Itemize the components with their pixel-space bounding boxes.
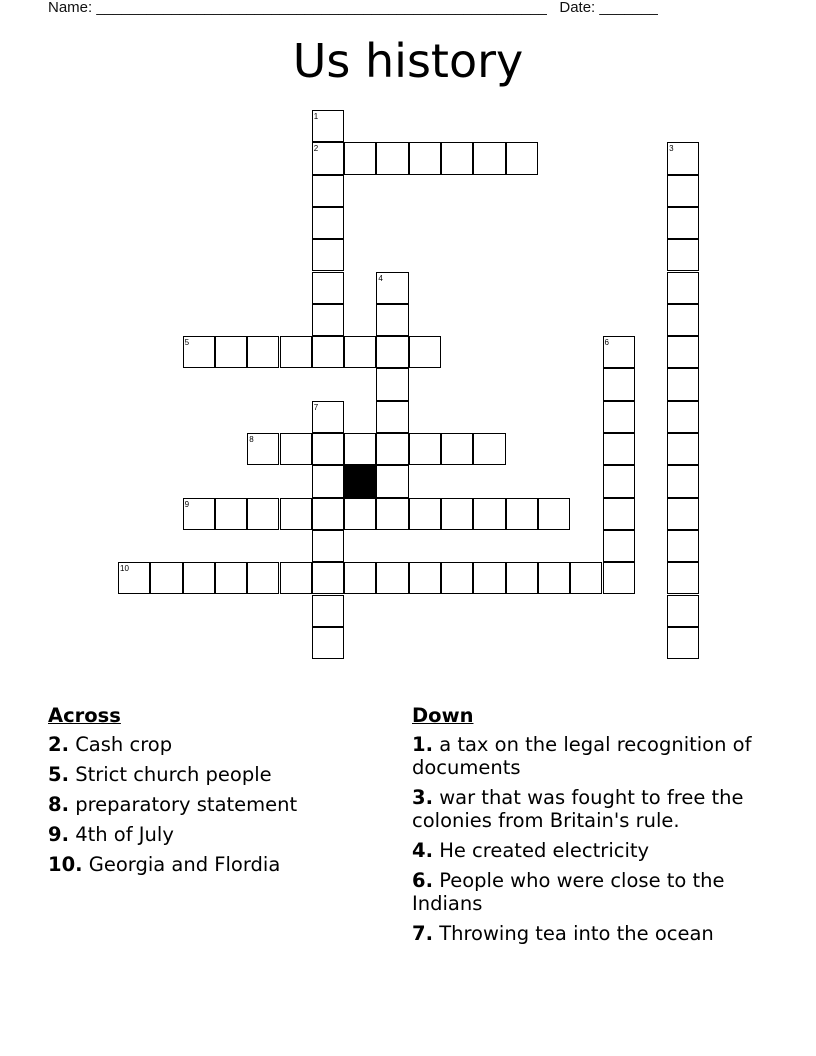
page-title: Us history (292, 34, 524, 88)
grid-cell[interactable] (280, 562, 312, 594)
date-label: Date: (559, 0, 596, 16)
grid-cell[interactable] (247, 498, 279, 530)
clue-number: 9. (48, 823, 69, 846)
grid-cell[interactable] (312, 433, 344, 465)
across-clues (48, 703, 378, 883)
grid-cell[interactable] (409, 562, 441, 594)
grid-cell[interactable] (247, 562, 279, 594)
cell-number: 8 (249, 435, 254, 444)
grid-cell[interactable] (376, 465, 408, 497)
down-clue (412, 922, 772, 945)
across-heading: Across (48, 704, 121, 727)
clue-text: preparatory statement (75, 793, 298, 816)
grid-cell[interactable] (183, 562, 215, 594)
grid-cell[interactable] (667, 595, 699, 627)
black-cell (344, 465, 376, 497)
grid-cell[interactable] (506, 498, 538, 530)
clue-number: 7. (412, 922, 433, 945)
grid-cell[interactable] (280, 498, 312, 530)
name-label: Name: (48, 0, 93, 16)
down-clues (412, 703, 772, 952)
grid-cell[interactable] (376, 498, 408, 530)
grid-cell[interactable] (538, 498, 570, 530)
cell-number: 5 (184, 338, 190, 348)
grid-cell[interactable] (376, 433, 408, 465)
clue-number: 10. (48, 853, 83, 876)
cell-number: 2 (313, 144, 319, 154)
grid-cell[interactable] (603, 465, 635, 497)
grid-cell[interactable] (215, 562, 247, 594)
grid-cell[interactable] (376, 142, 408, 174)
clue-text: Georgia and Flordia (88, 853, 281, 876)
grid-cell[interactable] (312, 627, 344, 659)
clue-number: 8. (48, 793, 69, 816)
grid-cell[interactable] (603, 401, 635, 433)
grid-cell[interactable] (603, 530, 635, 562)
grid-cell[interactable] (667, 401, 699, 433)
grid-cell[interactable] (376, 562, 408, 594)
grid-cell[interactable] (312, 207, 344, 239)
grid-cell[interactable] (344, 142, 376, 174)
cell-number: 1 (313, 112, 319, 121)
grid-cell[interactable] (215, 336, 247, 368)
grid-cell[interactable] (667, 368, 699, 400)
across-clue (48, 823, 378, 846)
grid-cell[interactable] (409, 142, 441, 174)
grid-cell[interactable] (376, 304, 408, 336)
down-clue (412, 869, 772, 915)
grid-cell[interactable] (603, 433, 635, 465)
across-clue (48, 793, 378, 816)
grid-cell[interactable] (312, 304, 344, 336)
grid-cell[interactable] (409, 433, 441, 465)
grid-cell[interactable] (506, 562, 538, 594)
grid-cell[interactable] (409, 498, 441, 530)
grid-cell[interactable] (667, 627, 699, 659)
down-clue (412, 786, 772, 832)
grid-cell[interactable] (441, 142, 473, 174)
grid-cell[interactable] (150, 562, 182, 594)
grid-cell[interactable] (667, 239, 699, 271)
grid-cell[interactable] (603, 562, 635, 594)
grid-cell[interactable] (344, 562, 376, 594)
cell-number: 7 (313, 402, 319, 412)
grid-cell[interactable] (247, 336, 279, 368)
grid-cell[interactable] (667, 207, 699, 239)
grid-cell[interactable] (667, 433, 699, 465)
grid-cell[interactable] (473, 142, 505, 174)
grid-cell[interactable] (570, 562, 602, 594)
grid-cell[interactable] (473, 498, 505, 530)
across-clue (48, 853, 378, 876)
cell-number: 6 (604, 338, 609, 348)
clue-text: a tax on the legal recognition of documents (412, 733, 752, 779)
clue-text: Cash crop (75, 733, 173, 756)
grid-cell[interactable] (409, 336, 441, 368)
grid-cell[interactable] (344, 433, 376, 465)
cell-number: 9 (184, 499, 190, 509)
down-clue (412, 839, 772, 862)
clue-text: People who were close to the Indians (412, 869, 725, 915)
clue-number: 4. (412, 839, 433, 862)
cell-number: 4 (378, 273, 383, 283)
cell-number: 10 (120, 564, 129, 574)
grid-cell[interactable] (603, 498, 635, 530)
clue-text: 4th of July (75, 823, 174, 846)
grid-cell[interactable] (441, 433, 473, 465)
grid-cell[interactable] (473, 562, 505, 594)
grid-cell[interactable] (312, 239, 344, 271)
grid-cell[interactable] (473, 433, 505, 465)
grid-cell[interactable] (667, 498, 699, 530)
grid-cell[interactable] (376, 336, 408, 368)
grid-cell[interactable] (312, 175, 344, 207)
grid-cell[interactable] (667, 465, 699, 497)
grid-cell[interactable] (215, 498, 247, 530)
grid-cell[interactable] (376, 401, 408, 433)
grid-cell[interactable] (506, 142, 538, 174)
clue-text: He created electricity (439, 839, 650, 862)
clue-text: Throwing tea into the ocean (439, 922, 714, 945)
grid-cell[interactable] (441, 498, 473, 530)
clue-number: 3. (412, 786, 433, 809)
grid-cell[interactable] (376, 368, 408, 400)
grid-cell[interactable] (312, 498, 344, 530)
grid-cell[interactable] (312, 595, 344, 627)
grid-cell[interactable] (280, 336, 312, 368)
grid-cell[interactable] (312, 465, 344, 497)
grid-cell[interactable] (538, 562, 570, 594)
name-blank[interactable]: ______________________________________________________ (96, 0, 547, 16)
clue-number: 5. (48, 763, 69, 786)
down-clue (412, 733, 772, 779)
grid-cell[interactable] (312, 530, 344, 562)
grid-cell[interactable] (667, 175, 699, 207)
clue-number: 1. (412, 733, 433, 756)
grid-cell[interactable] (667, 336, 699, 368)
across-clue (48, 733, 378, 756)
grid-cell[interactable] (603, 368, 635, 400)
cell-number: 3 (669, 144, 674, 154)
across-clue (48, 763, 378, 786)
clue-number: 6. (412, 869, 433, 892)
grid-cell[interactable] (344, 498, 376, 530)
grid-cell[interactable] (344, 336, 376, 368)
clue-text: war that was fought to free the colonies from Britain's rule. (412, 786, 744, 832)
grid-cell[interactable] (441, 562, 473, 594)
clue-text: Strict church people (75, 763, 272, 786)
grid-cell[interactable] (667, 530, 699, 562)
clue-number: 2. (48, 733, 69, 756)
grid-cell[interactable] (312, 336, 344, 368)
grid-cell[interactable] (667, 304, 699, 336)
grid-cell[interactable] (667, 562, 699, 594)
date-blank[interactable]: _______ (599, 0, 658, 16)
grid-cell[interactable] (280, 433, 312, 465)
grid-cell[interactable] (312, 562, 344, 594)
down-heading: Down (412, 704, 474, 727)
grid-cell[interactable] (312, 272, 344, 304)
grid-cell[interactable] (667, 272, 699, 304)
